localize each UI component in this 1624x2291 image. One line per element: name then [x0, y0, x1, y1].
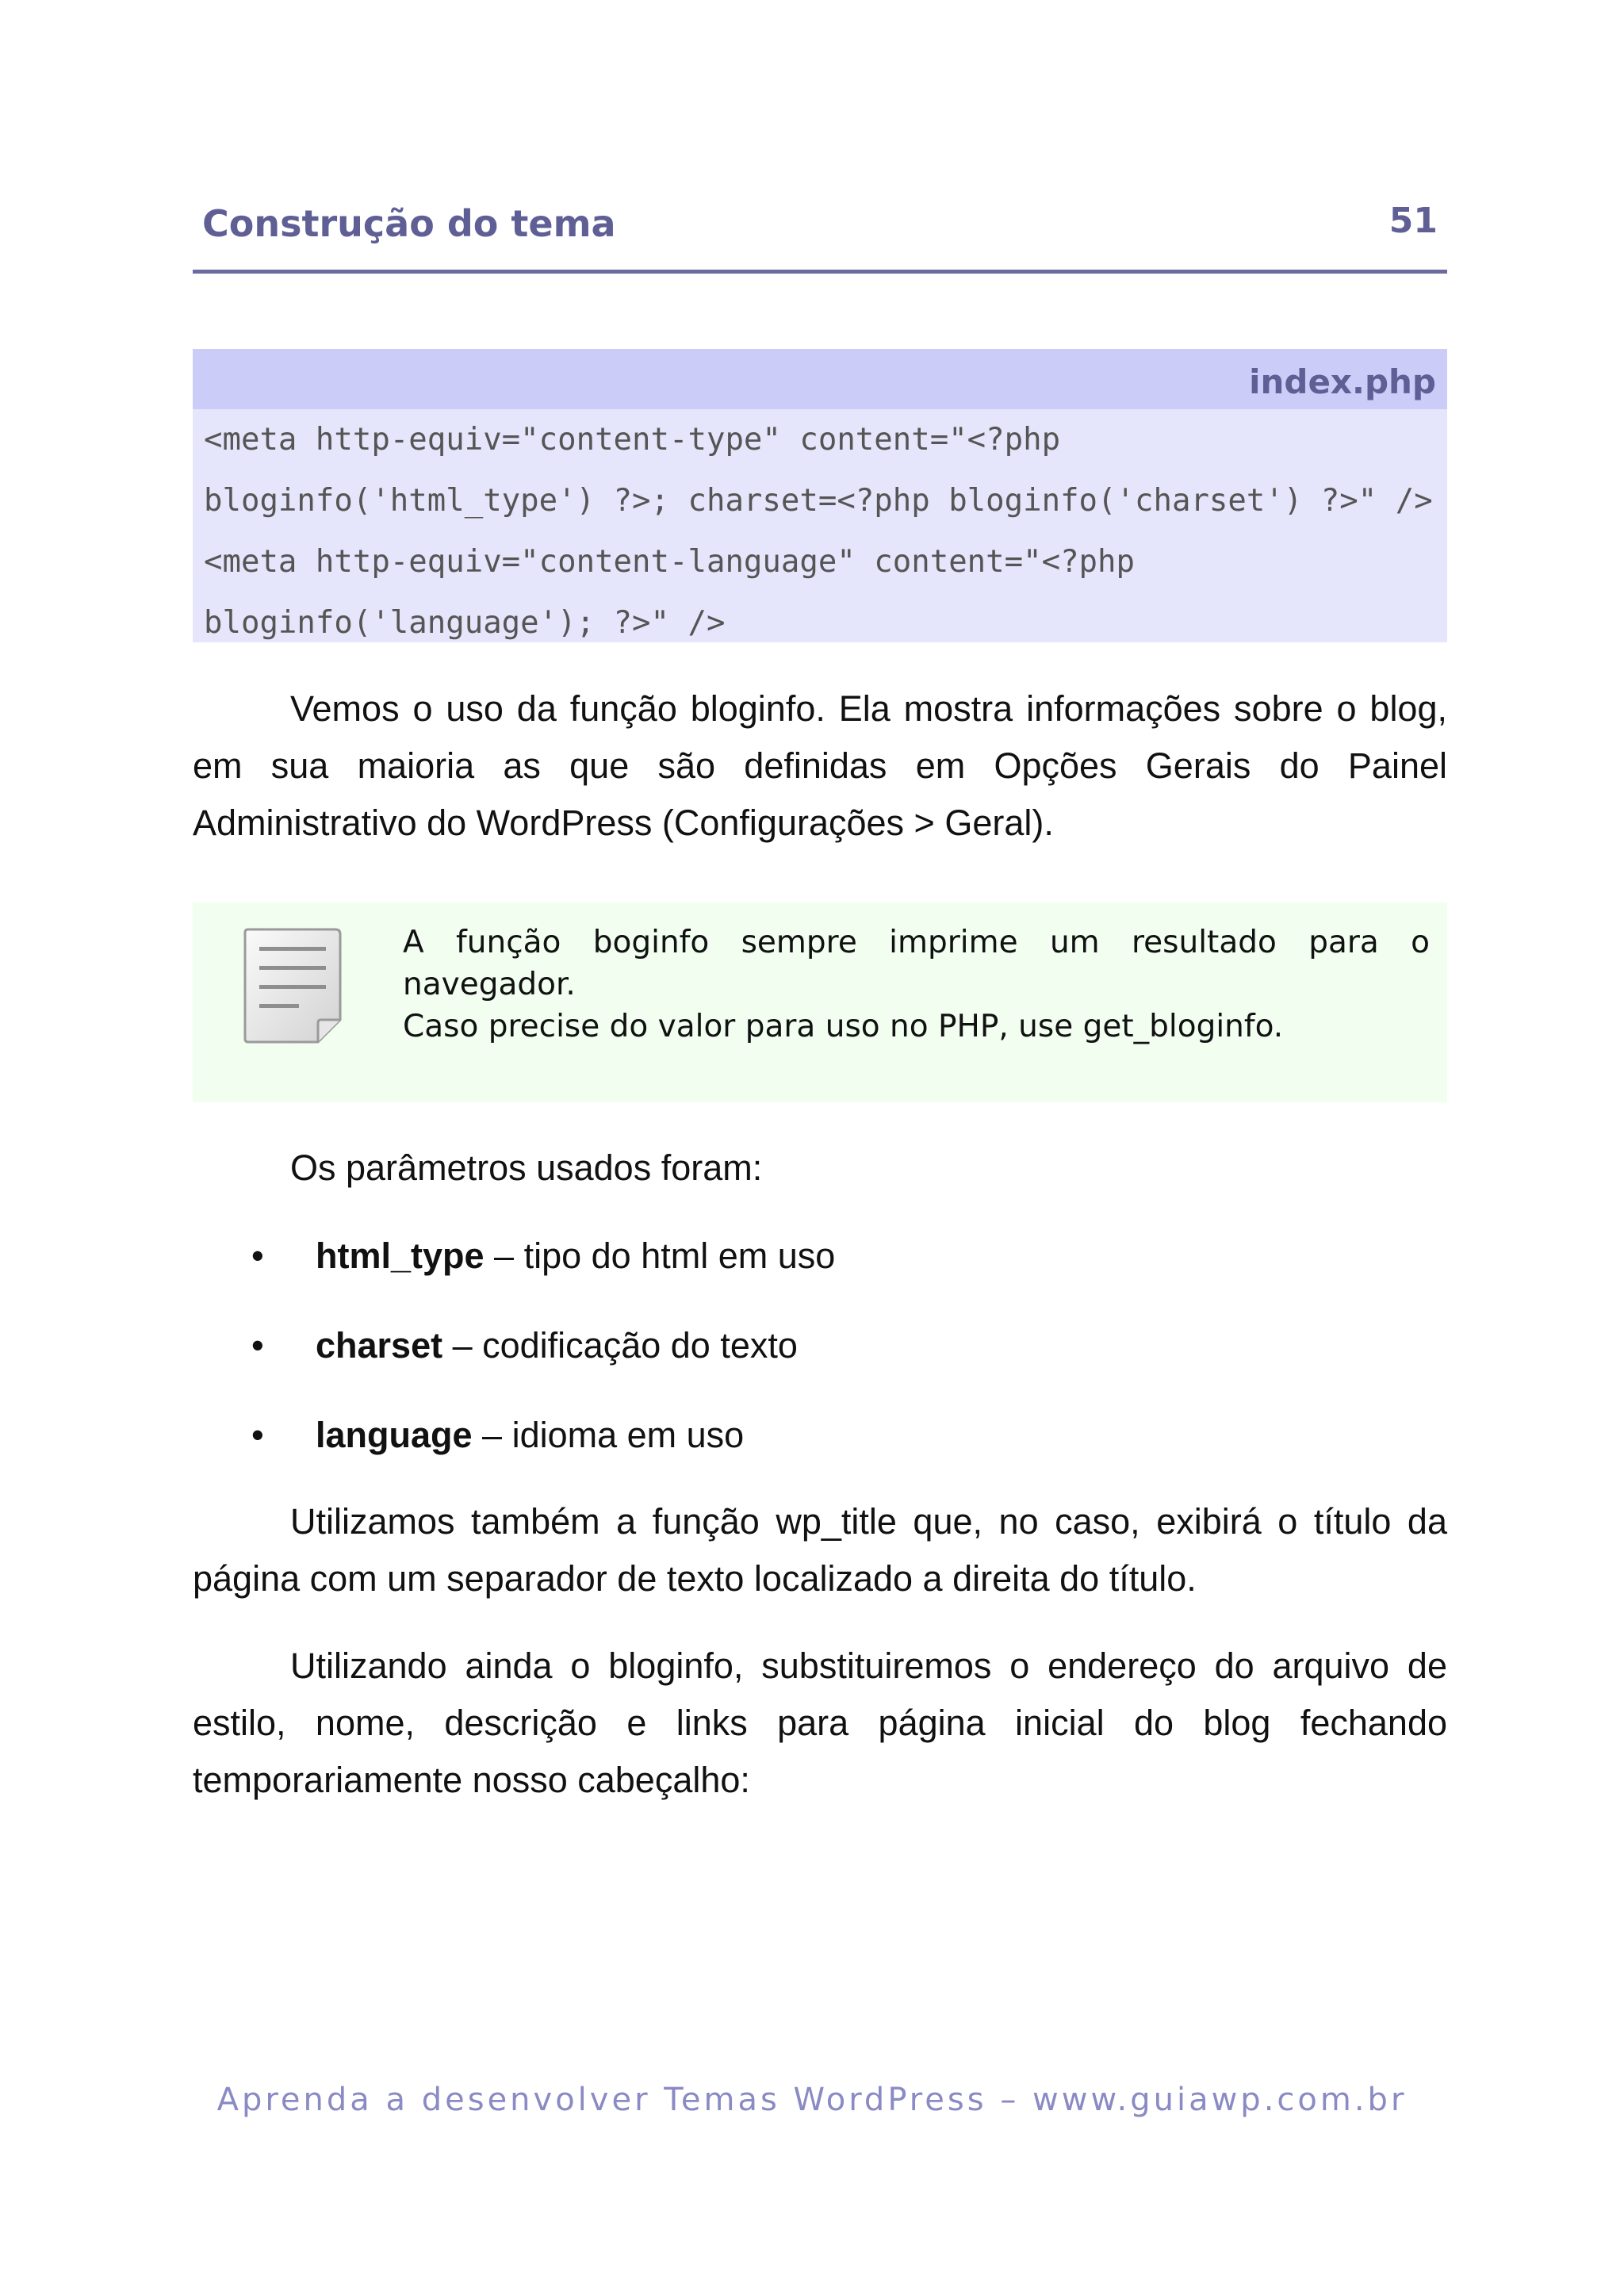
- param-description: – idioma em uso: [472, 1415, 745, 1455]
- param-term: charset: [316, 1325, 443, 1366]
- note-line-1: A função boginfo sempre imprime um resultado para o navegador.: [403, 925, 1430, 1002]
- page-footer: Aprenda a desenvolver Temas WordPress – www.guiawp.com.br: [216, 2082, 1408, 2118]
- bullet-icon: •: [251, 1325, 264, 1366]
- code-lines: [193, 409, 1447, 653]
- document-note-icon: [242, 926, 343, 1045]
- note-box: [193, 902, 1447, 1102]
- param-term: language: [316, 1415, 473, 1455]
- bullet-icon: •: [251, 1415, 264, 1455]
- code-line: <meta http-equiv="content-type" content="<?php: [204, 422, 1061, 458]
- code-line: bloginfo('language'); ?>" />: [204, 605, 726, 641]
- page-number: 51: [1388, 201, 1438, 241]
- code-block: [193, 349, 1447, 642]
- note-line-2: Caso precise do valor para uso no PHP, use get_bloginfo.: [403, 1009, 1284, 1044]
- param-description: – codificação do texto: [442, 1325, 798, 1366]
- closing-paragraph: Utilizando ainda o bloginfo, substituiremos o endereço do arquivo de estilo, nome, descrição e links para página inicial do blog fechando temporariamente nosso cabeçalho:: [193, 1645, 1447, 1800]
- bullet-icon: •: [251, 1236, 264, 1276]
- param-term: html_type: [316, 1236, 485, 1276]
- header-divider: [193, 270, 1447, 274]
- wp-title-paragraph: Utilizamos também a função wp_title que, no caso, exibirá o título da página com um separador de texto localizado a direita do título.: [193, 1501, 1447, 1599]
- code-filename: index.php: [193, 349, 1447, 409]
- code-line: bloginfo('html_type') ?>; charset=<?php bloginfo('charset') ?>" />: [204, 483, 1433, 519]
- note-text: [403, 921, 1430, 1048]
- param-description: – tipo do html em uso: [484, 1236, 836, 1276]
- intro-paragraph: Vemos o uso da função bloginfo. Ela mostra informações sobre o blog, em sua maioria as que são definidas em Opções Gerais do Painel Administrativo do WordPress (Configurações > Geral).: [193, 688, 1447, 843]
- page-header-title: Construção do tema: [202, 202, 616, 245]
- code-line: <meta http-equiv="content-language" content="<?php: [204, 544, 1135, 580]
- params-intro: Os parâmetros usados foram:: [290, 1147, 763, 1188]
